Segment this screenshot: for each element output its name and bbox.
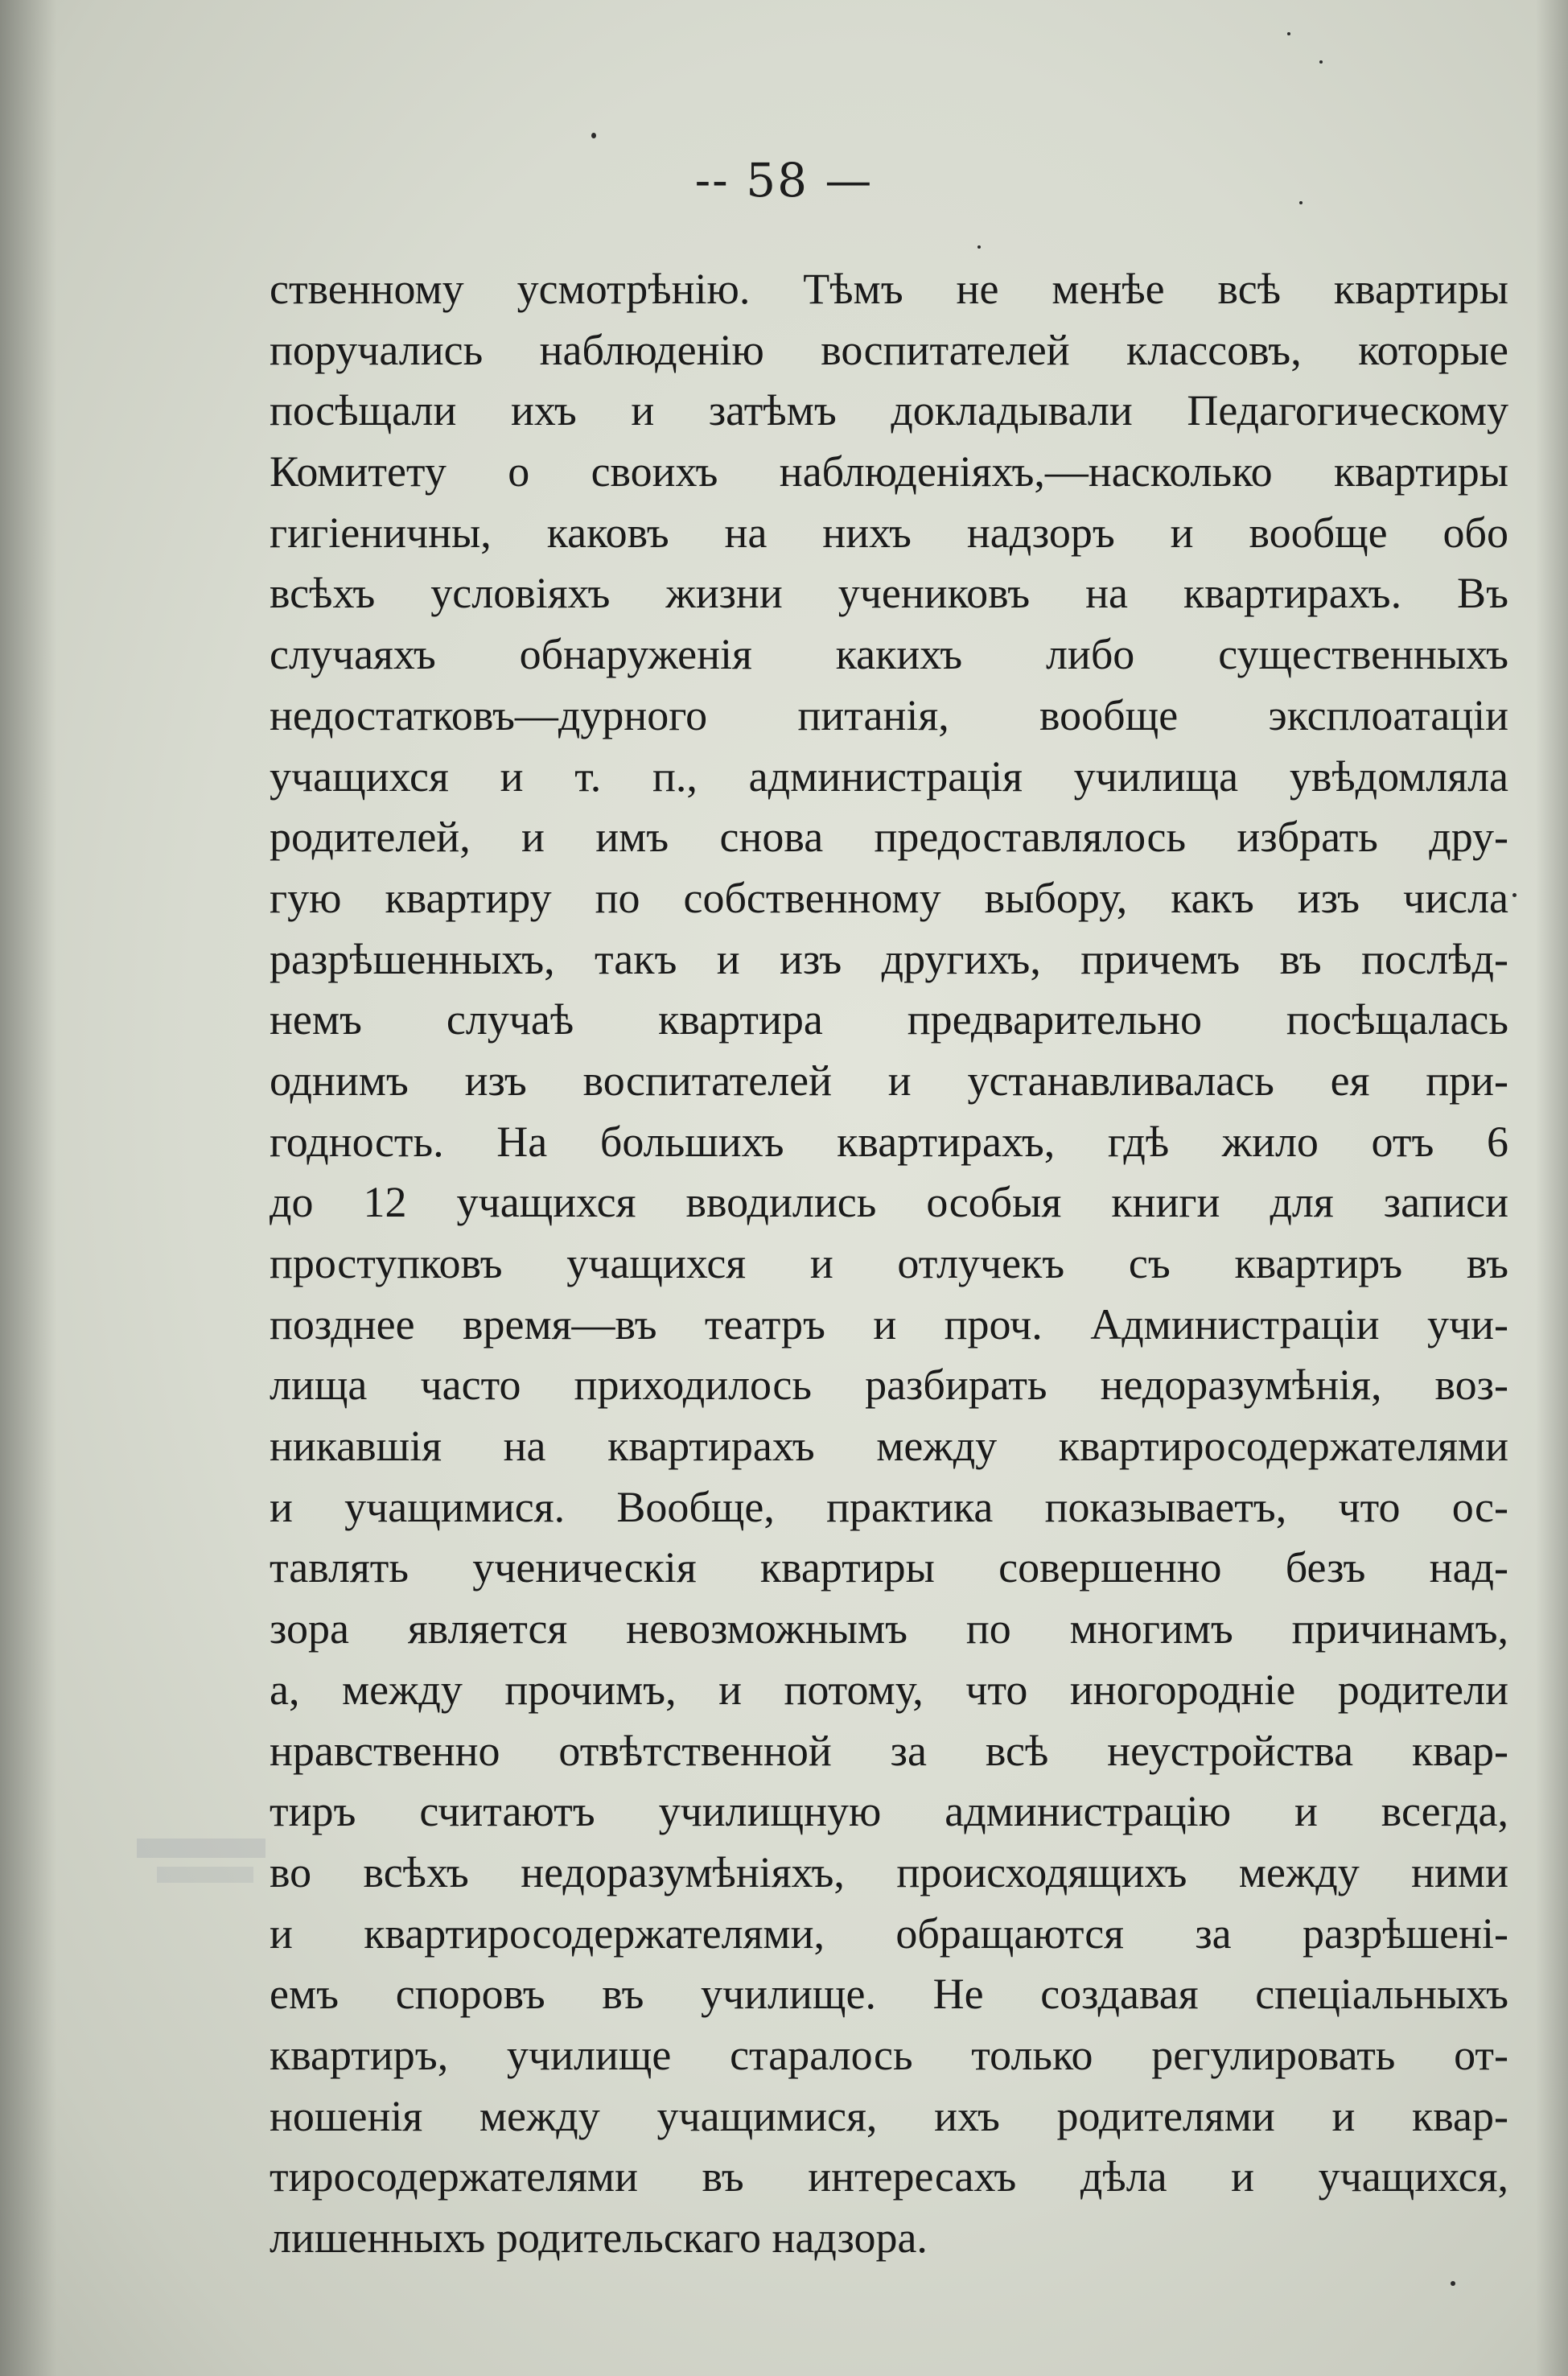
text-line: до 12 учащихся вводились особыя книги для записи <box>270 1178 1508 1227</box>
dust-speck <box>591 133 596 138</box>
text-line: разрѣшенныхъ, такъ и изъ другихъ, причемъ въ послѣд- <box>270 934 1508 983</box>
text-line: тавлять ученическія квартиры совершенно безъ над- <box>270 1543 1508 1592</box>
text-line: и учащимися. Вообще, практика показываетъ, что ос- <box>270 1482 1508 1531</box>
body-text <box>270 259 1508 2269</box>
text-line: проступковъ учащихся и отлучекъ съ квартиръ въ <box>270 1239 1508 1287</box>
page-edge-shadow-right <box>1536 0 1568 2376</box>
text-line: никавшія на квартирахъ между квартиросодержателями <box>270 1422 1508 1471</box>
dust-speck <box>1287 32 1290 35</box>
text-line: годность. На большихъ квартирахъ, гдѣ жило отъ 6 <box>270 1117 1508 1166</box>
text-line: квартиръ, училище старалось только регулировать от- <box>270 2030 1508 2079</box>
text-line: лища часто приходилось разбирать недоразумѣнія, воз- <box>270 1361 1508 1410</box>
text-line: позднее время—въ театръ и проч. Администраціи учи- <box>270 1299 1508 1349</box>
text-line: нравственно отвѣтственной за всѣ неустройства квар- <box>270 1726 1508 1775</box>
text-line: недостатковъ—дурного питанія, вообще эксплоатаціи <box>270 690 1508 739</box>
text-line: а, между прочимъ, и потому, что иногородніе родители <box>270 1665 1508 1714</box>
page-edge-shadow-left <box>0 0 56 2376</box>
text-line: родителей, и имъ снова предоставлялось избрать дру- <box>270 813 1508 862</box>
text-line: всѣхъ условіяхъ жизни учениковъ на квартирахъ. Въ <box>270 569 1508 618</box>
text-line: во всѣхъ недоразумѣніяхъ, происходящихъ между ними <box>270 1847 1508 1896</box>
text-line: гигіеничны, каковъ на нихъ надзоръ и вообще обо <box>270 508 1508 557</box>
text-line: немъ случаѣ квартира предварительно посѣщалась <box>270 995 1508 1044</box>
dust-speck <box>1319 60 1323 64</box>
dust-speck <box>977 245 981 249</box>
bleed-through-mark <box>157 1867 253 1883</box>
text-line: учащихся и т. п., администрація училища увѣдомляла <box>270 752 1508 801</box>
text-line: поручались наблюденію воспитателей классовъ, которые <box>270 325 1508 374</box>
text-line: лишенныхъ родительскаго надзора. <box>270 2213 928 2262</box>
text-line: однимъ изъ воспитателей и устанавливалась ея при- <box>270 1056 1508 1105</box>
text-line: Комитету о своихъ наблюденіяхъ,—насколько квартиры <box>270 447 1508 496</box>
text-line: гую квартиру по собственному выбору, какъ изъ числа <box>270 873 1508 922</box>
dust-speck <box>1512 893 1517 897</box>
text-line: случаяхъ обнаруженія какихъ либо существенныхъ <box>270 630 1508 679</box>
text-line: ношенія между учащимися, ихъ родителями и квар- <box>270 2091 1508 2140</box>
dust-speck <box>1299 201 1303 204</box>
text-line: посѣщали ихъ и затѣмъ докладывали Педагогическому <box>270 386 1508 435</box>
text-line: ственному усмотрѣнію. Тѣмъ не менѣе всѣ квартиры <box>270 265 1508 313</box>
page-number: -- 58 — <box>694 153 874 208</box>
text-line: тиръ считаютъ училищную администрацію и всегда, <box>270 1787 1508 1836</box>
text-line: зора является невозможнымъ по многимъ причинамъ, <box>270 1604 1508 1653</box>
dust-speck <box>1451 2281 1455 2286</box>
text-line: тиросодержателями въ интересахъ дѣла и учащихся, <box>270 2152 1508 2201</box>
text-line: емъ споровъ въ училище. Не создавая спеціальныхъ <box>270 1970 1508 2019</box>
bleed-through-mark <box>137 1839 265 1858</box>
text-line: и квартиросодержателями, обращаются за разрѣшені- <box>270 1909 1508 1958</box>
